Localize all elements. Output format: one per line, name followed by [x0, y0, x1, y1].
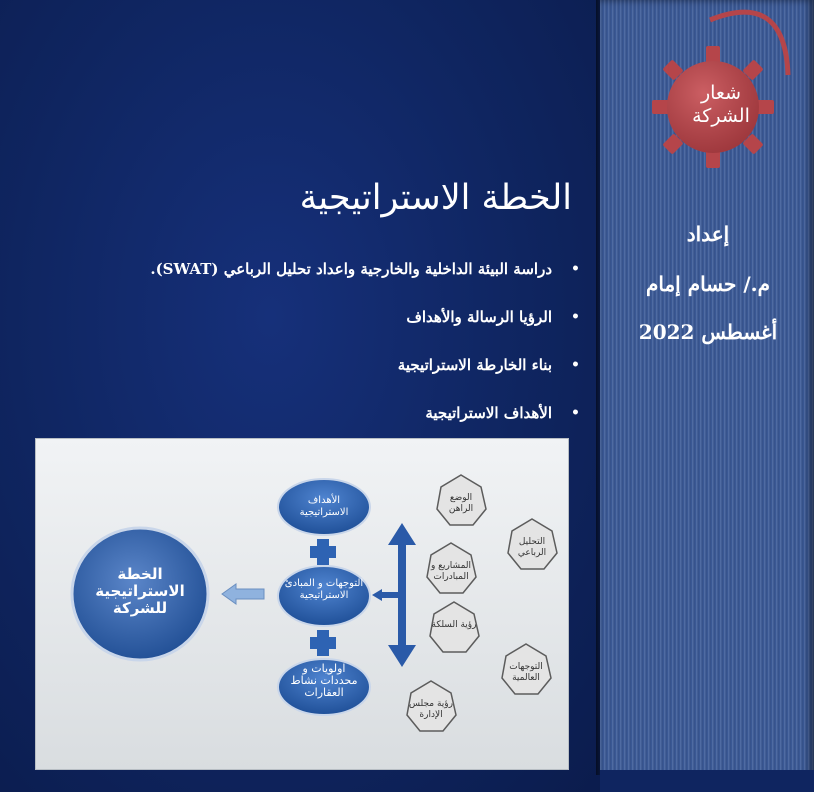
bullet-icon: • — [571, 357, 580, 373]
author-name: م./ حسام إمام — [645, 272, 770, 296]
bracket-connector-icon — [372, 589, 398, 601]
bullet-text: الرؤيا الرسالة والأهداف — [406, 308, 552, 326]
left-arrow-icon — [222, 584, 264, 604]
oval-label: الأهداف الاستراتيجية — [299, 495, 349, 518]
bullet-item — [12, 254, 580, 302]
bullet-item — [12, 350, 580, 398]
bullet-text: الأهداف الاستراتيجية — [425, 404, 552, 422]
hexagon-label: التحليل الرباعي — [517, 537, 547, 558]
logo-line-2: الشركة — [692, 105, 750, 127]
logo-text — [672, 82, 770, 128]
bullet-list — [12, 254, 580, 446]
logo-line-1: شعار — [700, 82, 742, 104]
bullet-text: بناء الخارطة الاستراتيجية — [397, 356, 552, 374]
date-label: أغسطس 2022 — [638, 320, 778, 344]
hexagon-label: التوجهات العالمية — [509, 662, 543, 683]
bullet-text: دراسة البيئة الداخلية والخارجية واعداد تحليل الرباعي (SWAT). — [150, 260, 552, 278]
bullet-icon: • — [571, 261, 580, 277]
oval-label: اولويات و محددات نشاط العقارات — [290, 662, 358, 699]
bullet-icon: • — [571, 309, 580, 325]
sidebar-bottom-strip — [600, 770, 814, 792]
oval-label: التوجهات و المبادئ الاستراتيجية — [284, 578, 364, 601]
slide-title: الخطة الاستراتيجية — [299, 178, 572, 218]
hexagon-label: رؤية مجلس الإدارة — [409, 699, 453, 720]
hexagon-label: الوضع الراهن — [448, 493, 474, 514]
plus-icon — [310, 630, 336, 656]
hexagon-label: رؤية السلكة — [431, 620, 477, 630]
plus-icon — [310, 539, 336, 565]
prepared-label: إعداد — [686, 222, 730, 246]
bullet-icon: • — [571, 405, 580, 421]
bullet-item — [12, 302, 580, 350]
hexagon-label: المشاريع و المبادرات — [430, 561, 472, 582]
strategy-diagram — [35, 438, 569, 770]
main-circle-label: الخطة الاستراتيجية للشركة — [95, 565, 185, 617]
